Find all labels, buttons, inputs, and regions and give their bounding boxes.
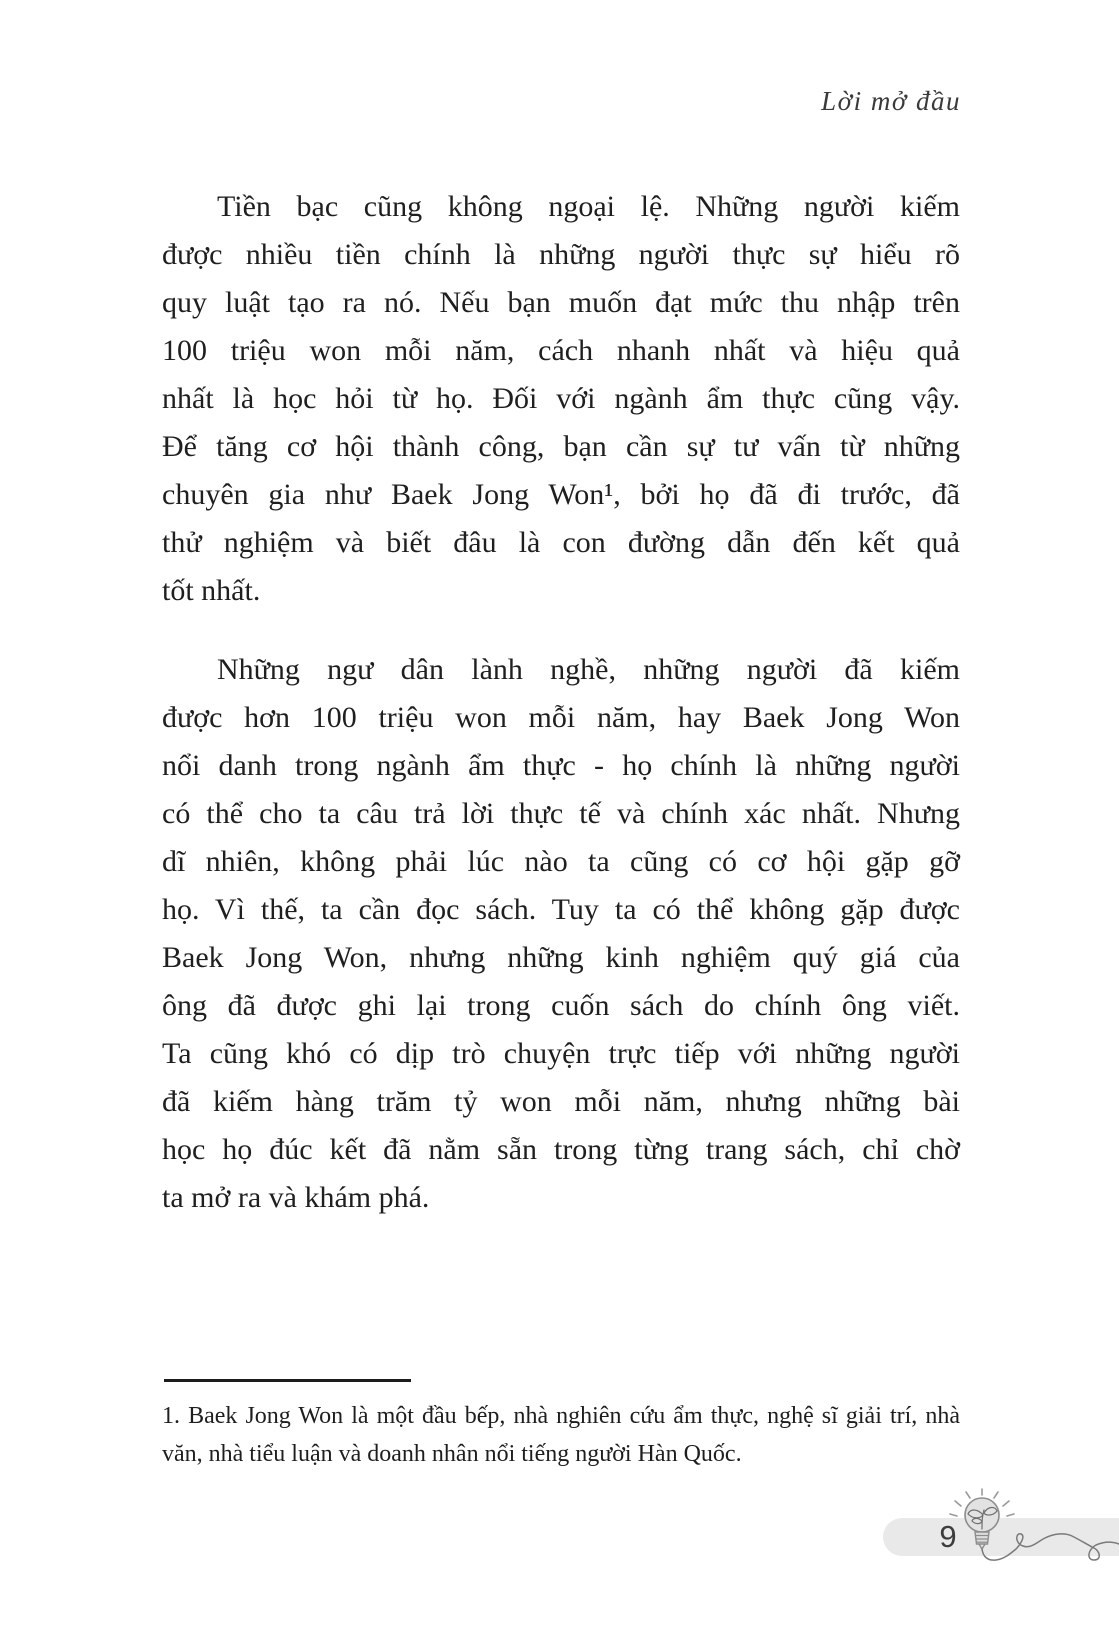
- text-line: Tiền bạc cũng không ngoại lệ. Những người kiếm: [217, 190, 960, 223]
- lightbulb-base: [975, 1532, 989, 1549]
- text-line: đã kiếm hàng trăm tỷ won mỗi năm, nhưng những bài: [162, 1085, 960, 1118]
- text-line: chuyên gia như Baek Jong Won¹, bởi họ đã đi trước, đã: [162, 478, 960, 511]
- text-line: được hơn 100 triệu won mỗi năm, hay Baek Jong Won: [162, 701, 960, 734]
- text-line: học họ đúc kết đã nằm sẵn trong từng trang sách, chỉ chờ: [162, 1133, 960, 1166]
- lightbulb-doodle-icon: [930, 1488, 1119, 1573]
- text-line: Những ngư dân lành nghề, những người đã kiếm: [217, 653, 960, 686]
- text-line: thử nghiệm và biết đâu là con đường dẫn đến kết quả: [162, 526, 960, 559]
- paragraph: [162, 646, 960, 1222]
- body-text: [162, 183, 960, 1222]
- text-line: ta mở ra và khám phá.: [162, 1181, 430, 1214]
- text-line: văn, nhà tiểu luận và doanh nhân nổi tiếng người Hàn Quốc.: [162, 1441, 742, 1467]
- paragraph: [162, 183, 960, 615]
- text-line: Ta cũng khó có dịp trò chuyện trực tiếp với những người: [162, 1037, 960, 1070]
- text-line: Baek Jong Won, nhưng những kinh nghiệm quý giá của: [162, 941, 960, 974]
- text-line: 1. Baek Jong Won là một đầu bếp, nhà nghiên cứu ẩm thực, nghệ sĩ giải trí, nhà: [162, 1403, 960, 1429]
- text-line: quy luật tạo ra nó. Nếu bạn muốn đạt mức thu nhập trên: [162, 286, 960, 319]
- text-line: nổi danh trong ngành ẩm thực - họ chính là những người: [162, 749, 960, 782]
- page-number: 9: [939, 1519, 957, 1554]
- text-line: có thể cho ta câu trả lời thực tế và chính xác nhất. Nhưng: [162, 797, 960, 830]
- text-line: Để tăng cơ hội thành công, bạn cần sự tư vấn từ những: [162, 430, 960, 463]
- footnote-separator: [164, 1379, 411, 1382]
- text-line: họ. Vì thế, ta cần đọc sách. Tuy ta có thể không gặp được: [162, 893, 960, 926]
- footnote: [162, 1397, 960, 1473]
- text-line: nhất là học hỏi từ họ. Đối với ngành ẩm thực cũng vậy.: [162, 382, 960, 415]
- text-line: tốt nhất.: [162, 574, 261, 607]
- running-header: Lời mở đầu: [821, 86, 961, 116]
- text-line: 100 triệu won mỗi năm, cách nhanh nhất và hiệu quả: [162, 334, 960, 367]
- text-line: dĩ nhiên, không phải lúc nào ta cũng có cơ hội gặp gỡ: [162, 845, 960, 878]
- wire-squiggle: [982, 1534, 1119, 1560]
- text-line: ông đã được ghi lại trong cuốn sách do chính ông viết.: [162, 989, 960, 1022]
- text-line: được nhiều tiền chính là những người thực sự hiểu rõ: [162, 238, 960, 271]
